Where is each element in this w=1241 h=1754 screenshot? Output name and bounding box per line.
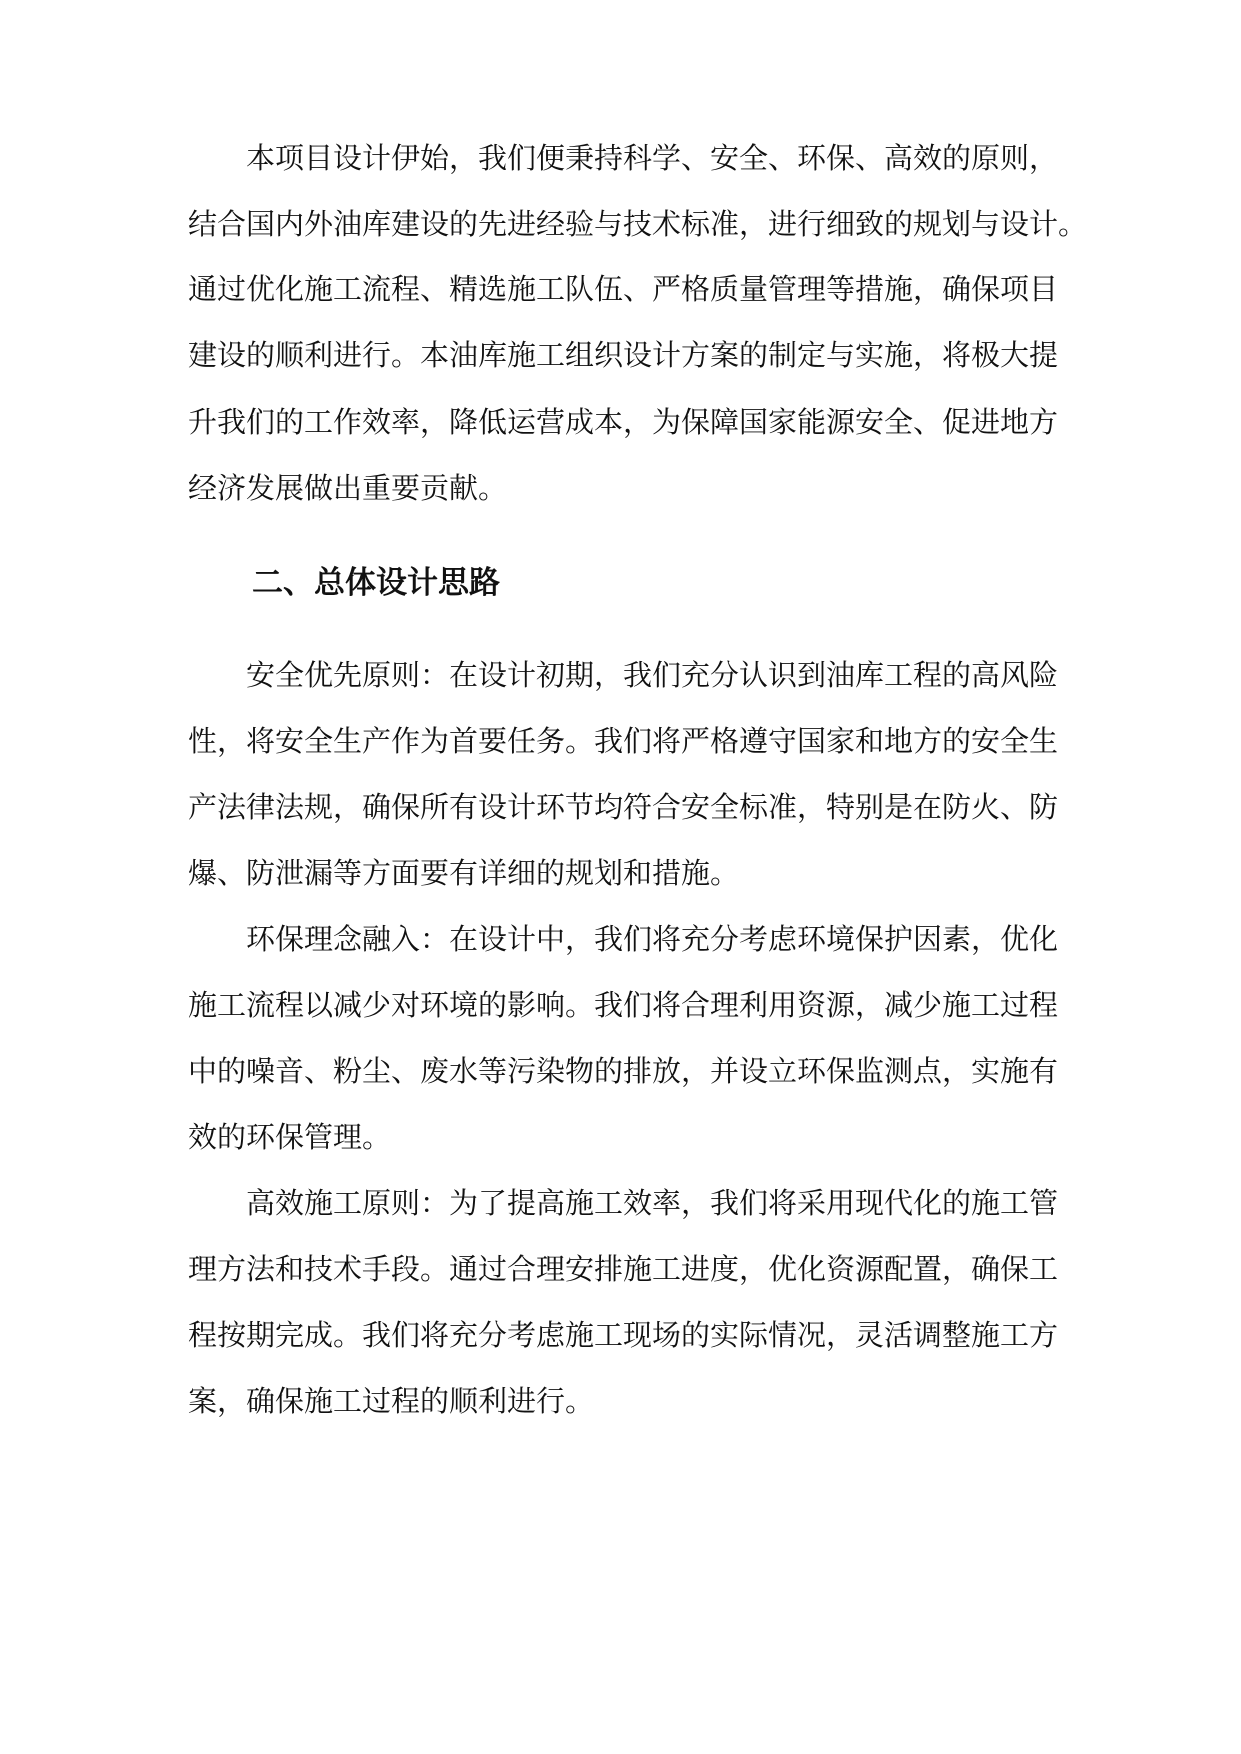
paragraph-line: 环保理念融入：在设计中，我们将充分考虑环境保护因素，优化 [246,922,1059,956]
paragraph-line: 爆、防泄漏等方面要有详细的规划和措施。 [188,856,740,890]
paragraph-line: 性，将安全生产作为首要任务。我们将严格遵守国家和地方的安全生 [188,724,1059,758]
paragraph-line: 理方法和技术手段。通过合理安排施工进度，优化资源配置，确保工 [188,1252,1059,1286]
paragraph-line: 结合国内外油库建设的先进经验与技术标准，进行细致的规划与设计。 [188,207,1088,241]
paragraph-line: 升我们的工作效率，降低运营成本，为保障国家能源安全、促进地方 [188,405,1059,439]
paragraph-line: 产法律法规，确保所有设计环节均符合安全标准，特别是在防火、防 [188,790,1059,824]
paragraph-line: 安全优先原则：在设计初期，我们充分认识到油库工程的高风险 [246,658,1059,692]
paragraph-line: 案，确保施工过程的顺利进行。 [188,1384,595,1418]
paragraph-line: 经济发展做出重要贡献。 [188,471,508,505]
paragraph-line: 施工流程以减少对环境的影响。我们将合理利用资源，减少施工过程 [188,988,1059,1022]
paragraph-line: 本项目设计伊始，我们便秉持科学、安全、环保、高效的原则， [246,141,1059,175]
paragraph-line: 建设的顺利进行。本油库施工组织设计方案的制定与实施，将极大提 [188,338,1059,372]
paragraph-line: 中的噪音、粉尘、废水等污染物的排放，并设立环保监测点，实施有 [188,1054,1059,1088]
paragraph-line: 程按期完成。我们将充分考虑施工现场的实际情况，灵活调整施工方 [188,1318,1059,1352]
paragraph-line: 通过优化施工流程、精选施工队伍、严格质量管理等措施，确保项目 [188,272,1059,306]
paragraph-line: 效的环保管理。 [188,1120,392,1154]
paragraph-line: 高效施工原则：为了提高施工效率，我们将采用现代化的施工管 [246,1186,1059,1220]
section-heading: 二、总体设计思路 [252,565,500,601]
